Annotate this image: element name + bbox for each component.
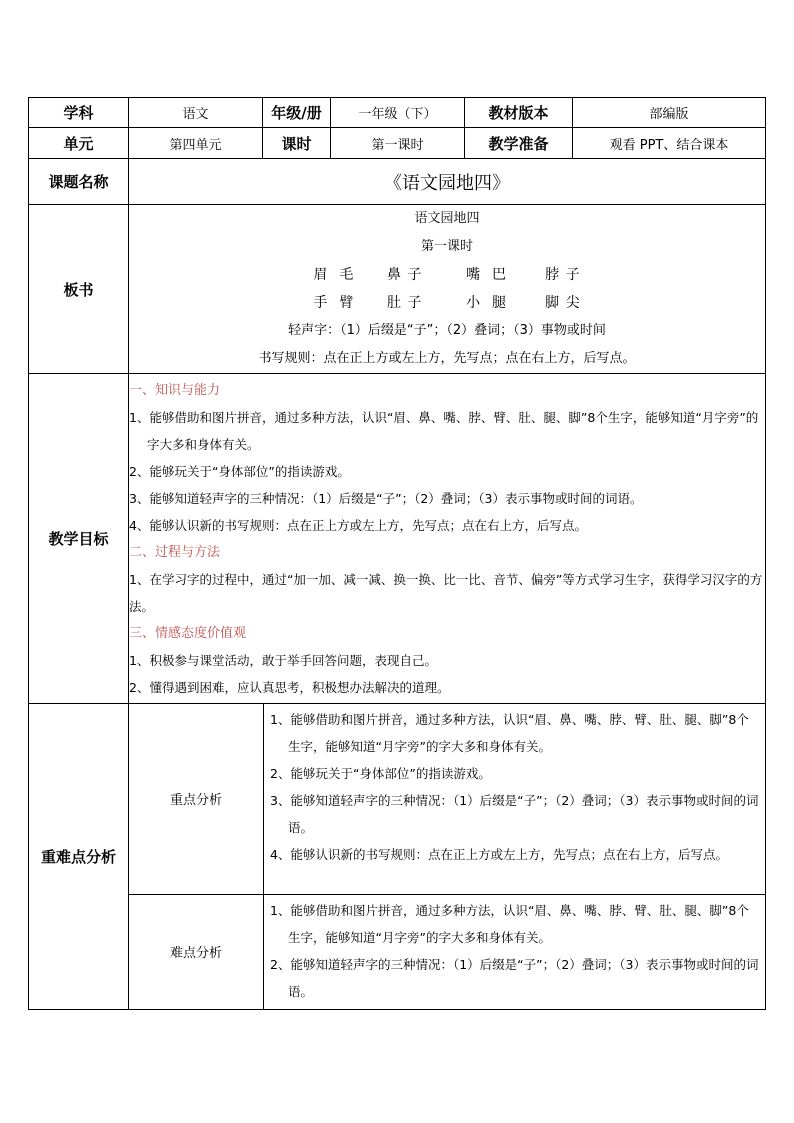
- goals-section-title: 三、情感态度价值观: [129, 625, 247, 641]
- edition-value: 部编版: [573, 98, 766, 128]
- goal-item: 4、能够认识新的书写规则：点在正上方或左上方，先写点；点在右上方，后写点。: [129, 517, 587, 533]
- unit-row: [29, 128, 766, 159]
- key-point-item: 2、能够玩关于“身体部位”的指读游戏。: [270, 766, 491, 781]
- goals-content: [129, 374, 766, 704]
- grade-value: 一年级（下）: [331, 98, 465, 128]
- goal-item: 1、能够借助和图片拼音，通过多种方法，认识“眉、鼻、嘴、脖、臂、肚、腿、脚”8个生字，能够知道“月字旁”的字大多和身体有关。: [129, 409, 759, 452]
- goal-item: 2、懂得遇到困难，应认真思考，积极想办法解决的道理。: [129, 679, 450, 695]
- period-label: 课时: [263, 128, 331, 159]
- board-chars-row-2: 手 臂 肚 子 小 腿 脚 尖: [313, 295, 581, 311]
- period-value: 第一课时: [331, 128, 465, 159]
- board-heading: 语文园地四: [414, 211, 480, 226]
- board-content: [129, 205, 766, 374]
- board-label: 板书: [29, 205, 129, 374]
- goal-item: 3、能够知道轻声字的三种情况：（1）后缀是“子”；（2）叠词；（3）表示事物或时间的词语。: [129, 490, 643, 506]
- goals-section-title: 一、知识与能力: [129, 382, 221, 398]
- analysis-label: 重难点分析: [29, 704, 129, 1010]
- lesson-plan-table: [28, 97, 766, 1010]
- goals-row: [29, 374, 766, 704]
- prep-value: 观看 PPT、结合课本: [573, 128, 766, 159]
- board-row: [29, 205, 766, 374]
- analysis-content: [129, 704, 766, 1010]
- lesson-title: 《语文园地四》: [129, 159, 766, 205]
- key-point-item: 1、能够借助和图片拼音，通过多种方法，认识“眉、鼻、嘴、脖、臂、肚、腿、脚”8个生字，能够知道“月字旁”的字大多和身体有关。: [270, 712, 749, 754]
- difficult-points-row: [129, 894, 765, 1009]
- difficult-points-content: [264, 894, 766, 1009]
- board-tone-rule: 轻声字：（1）后缀是“子”；（2）叠词；（3）事物或时间: [288, 323, 606, 338]
- difficult-points-label: 难点分析: [129, 894, 264, 1009]
- prep-label: 教学准备: [465, 128, 573, 159]
- analysis-row: [29, 704, 766, 1010]
- key-points-row: [129, 704, 765, 894]
- grade-label: 年级/册: [263, 98, 331, 128]
- board-subheading: 第一课时: [420, 239, 473, 254]
- goal-item: 2、能够玩关于“身体部位”的指读游戏。: [129, 463, 350, 479]
- goal-item: 1、积极参与课堂活动，敢于举手回答问题，表现自己。: [129, 652, 437, 668]
- key-points-content: [264, 704, 766, 894]
- edition-label: 教材版本: [465, 98, 573, 128]
- goals-label: 教学目标: [29, 374, 129, 704]
- subject-label: 学科: [29, 98, 129, 128]
- goals-section-title: 二、过程与方法: [129, 544, 221, 560]
- analysis-inner-table: [129, 704, 765, 1009]
- subject-row: [29, 98, 766, 128]
- difficult-point-item: 1、能够借助和图片拼音，通过多种方法，认识“眉、鼻、嘴、脖、臂、肚、腿、脚”8个生字，能够知道“月字旁”的字大多和身体有关。: [270, 902, 749, 945]
- lesson-title-label: 课题名称: [29, 159, 129, 205]
- key-point-item: 4、能够认识新的书写规则：点在正上方或左上方，先写点；点在右上方，后写点。: [270, 847, 728, 862]
- difficult-point-item: 2、能够知道轻声字的三种情况：（1）后缀是“子”；（2）叠词；（3）表示事物或时间的词语。: [270, 956, 759, 999]
- key-points-label: 重点分析: [129, 704, 264, 894]
- unit-value: 第四单元: [129, 128, 263, 159]
- goal-item: 1、在学习字的过程中，通过“加一加、减一减、换一换、比一比、音节、偏旁”等方式学习生字，获得学习汉字的方法。: [129, 571, 763, 614]
- subject-value: 语文: [129, 98, 263, 128]
- board-writing-rule: 书写规则：点在正上方或左上方，先写点；点在右上方，后写点。: [258, 351, 636, 366]
- board-chars-row-1: 眉 毛 鼻 子 嘴 巴 脖 子: [313, 267, 581, 283]
- key-point-item: 3、能够知道轻声字的三种情况：（1）后缀是“子”；（2）叠词；（3）表示事物或时间的词语。: [270, 793, 759, 835]
- unit-label: 单元: [29, 128, 129, 159]
- title-row: [29, 159, 766, 205]
